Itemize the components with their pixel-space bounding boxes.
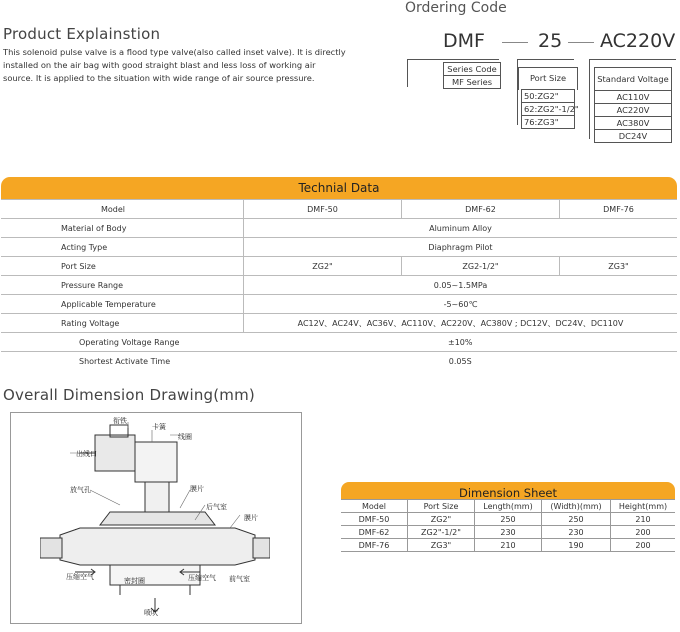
tech-temperature: -5~60℃ xyxy=(244,295,678,314)
code-port: 25 xyxy=(538,30,563,52)
dim-cell: 210 xyxy=(475,539,542,552)
tech-voltage-range: ±10% xyxy=(244,333,678,352)
label-front-chamber: 前气室 xyxy=(229,575,250,583)
table-row xyxy=(1,200,677,219)
tech-port-3: ZG3" xyxy=(560,257,678,276)
tech-label-material: Material of Body xyxy=(1,219,244,238)
dim-cell: 230 xyxy=(542,526,611,539)
voltage-box-value-1: AC110V xyxy=(594,90,672,103)
tech-model-1: DMF-50 xyxy=(244,200,402,219)
label-spring: 卡簧 xyxy=(152,423,166,431)
valve-diagram xyxy=(40,420,270,620)
dim-cell: 250 xyxy=(475,513,542,526)
valve-body-shape xyxy=(60,528,255,565)
dimension-title: Dimension Sheet xyxy=(458,486,558,500)
dim-cell: 200 xyxy=(611,539,676,552)
port-box-frame xyxy=(518,67,578,90)
dim-header-height: Height(mm) xyxy=(611,500,676,513)
code-series: DMF xyxy=(443,30,485,52)
voltage-box-value-4: DC24V xyxy=(594,129,672,143)
dim-header-width: (Width)(mm) xyxy=(542,500,611,513)
series-connector xyxy=(407,59,499,60)
dim-cell: ZG2"-1/2" xyxy=(408,526,475,539)
tech-label-pressure: Pressure Range xyxy=(1,276,244,295)
dim-cell: 210 xyxy=(611,513,676,526)
stem-shape xyxy=(145,482,169,512)
dim-cell: ZG3" xyxy=(408,539,475,552)
series-box-value: MF Series xyxy=(443,75,501,89)
coil-shape xyxy=(95,435,135,471)
tech-title-bar xyxy=(1,177,677,199)
label-inlet-right: 压缩空气 xyxy=(188,574,216,582)
code-dash-1 xyxy=(502,42,528,43)
tech-label-temperature: Applicable Temperature xyxy=(1,295,244,314)
label-inlet-left: 压缩空气 xyxy=(66,573,94,581)
dim-cell: 190 xyxy=(542,539,611,552)
dim-cell: 250 xyxy=(542,513,611,526)
table-row xyxy=(1,257,677,276)
table-row xyxy=(1,352,677,371)
tech-pressure: 0.05~1.5MPa xyxy=(244,276,678,295)
label-vent: 放气孔 xyxy=(70,486,91,494)
voltage-box-value-3: AC380V xyxy=(594,116,672,129)
label-outlet: 出线口 xyxy=(76,450,97,458)
tech-label-port: Port Size xyxy=(1,257,244,276)
dim-header-model: Model xyxy=(341,500,408,513)
voltage-box-label: Standard Voltage xyxy=(594,67,672,90)
dim-header-port: Port Size xyxy=(408,500,475,513)
voltage-bracket xyxy=(589,59,590,139)
left-port-shape xyxy=(40,538,62,558)
port-connector xyxy=(517,59,574,60)
dim-cell: DMF-50 xyxy=(341,513,408,526)
label-rear-chamber: 后气室 xyxy=(206,503,227,511)
table-row xyxy=(341,513,675,526)
series-bracket xyxy=(407,59,408,87)
tech-activate-time: 0.05S xyxy=(448,356,472,366)
label-blow: 喷吹 xyxy=(144,609,158,617)
label-plunger: 衔铁 xyxy=(113,417,127,425)
drawing-title: Overall Dimension Drawing(mm) xyxy=(3,386,255,404)
tech-label-acting: Acting Type xyxy=(1,238,244,257)
tech-label-activate-time: Shortest Activate Time xyxy=(79,356,171,366)
tech-label-voltage-range: Operating Voltage Range xyxy=(1,333,244,352)
tech-title: Technial Data xyxy=(298,181,380,195)
table-row xyxy=(1,333,677,352)
tech-model-3: DMF-76 xyxy=(560,200,678,219)
coil-housing-shape xyxy=(135,442,177,482)
dimension-title-bar xyxy=(341,482,675,499)
port-box-value-2: 62:ZG2"-1/2" xyxy=(521,102,575,115)
voltage-box-value-2: AC220V xyxy=(594,103,672,116)
nozzle-shape xyxy=(120,585,190,595)
label-diaphragm: 膜片 xyxy=(244,514,258,522)
table-row xyxy=(1,276,677,295)
tech-table xyxy=(1,199,677,370)
dim-header-length: Length(mm) xyxy=(475,500,542,513)
table-row xyxy=(341,539,675,552)
series-box xyxy=(443,62,501,89)
dim-cell: DMF-62 xyxy=(341,526,408,539)
table-row xyxy=(1,238,677,257)
voltage-connector xyxy=(589,59,676,60)
port-box-value-1: 50:ZG2" xyxy=(521,89,575,102)
label-membrane: 膜片 xyxy=(190,485,204,493)
table-row xyxy=(1,219,677,238)
tech-label-voltage: Rating Voltage xyxy=(1,314,244,333)
dim-cell: 200 xyxy=(611,526,676,539)
label-coil: 线圈 xyxy=(178,433,192,441)
code-voltage: AC220V xyxy=(600,30,676,52)
port-box-label: Port Size xyxy=(529,73,567,83)
tech-port-2: ZG2-1/2" xyxy=(402,257,560,276)
right-port-shape xyxy=(253,538,270,558)
tech-model-2: DMF-62 xyxy=(402,200,560,219)
table-row xyxy=(1,295,677,314)
table-row xyxy=(1,314,677,333)
tech-voltage: AC12V、AC24V、AC36V、AC110V、AC220V、AC380V ; DC12V、DC24V、DC110V xyxy=(244,314,678,333)
product-title: Product Explainstion xyxy=(3,25,161,43)
voltage-box xyxy=(594,67,672,143)
label-seal: 密封圈 xyxy=(124,577,145,585)
ordering-title: Ordering Code xyxy=(405,0,507,16)
dim-cell: DMF-76 xyxy=(341,539,408,552)
tech-port-1: ZG2" xyxy=(244,257,402,276)
dim-cell: 230 xyxy=(475,526,542,539)
tech-acting: Diaphragm Pilot xyxy=(244,238,678,257)
body-top-shape xyxy=(100,512,215,525)
series-box-label: Series Code xyxy=(443,62,501,75)
table-row xyxy=(341,526,675,539)
dimension-table xyxy=(341,499,675,552)
code-dash-2 xyxy=(568,42,594,43)
port-box-value-3: 76:ZG3" xyxy=(521,115,575,129)
dim-cell: ZG2" xyxy=(408,513,475,526)
tech-material: Aluminum Alloy xyxy=(244,219,678,238)
product-description: This solenoid pulse valve is a flood type valve(also called inset valve). It is directly installed on the air bag with good straight blast and less loss of working air source. It is applied to the situation with wide range of air source pressure. xyxy=(3,47,346,83)
tech-label-model: Model xyxy=(1,200,244,219)
table-row xyxy=(341,500,675,513)
